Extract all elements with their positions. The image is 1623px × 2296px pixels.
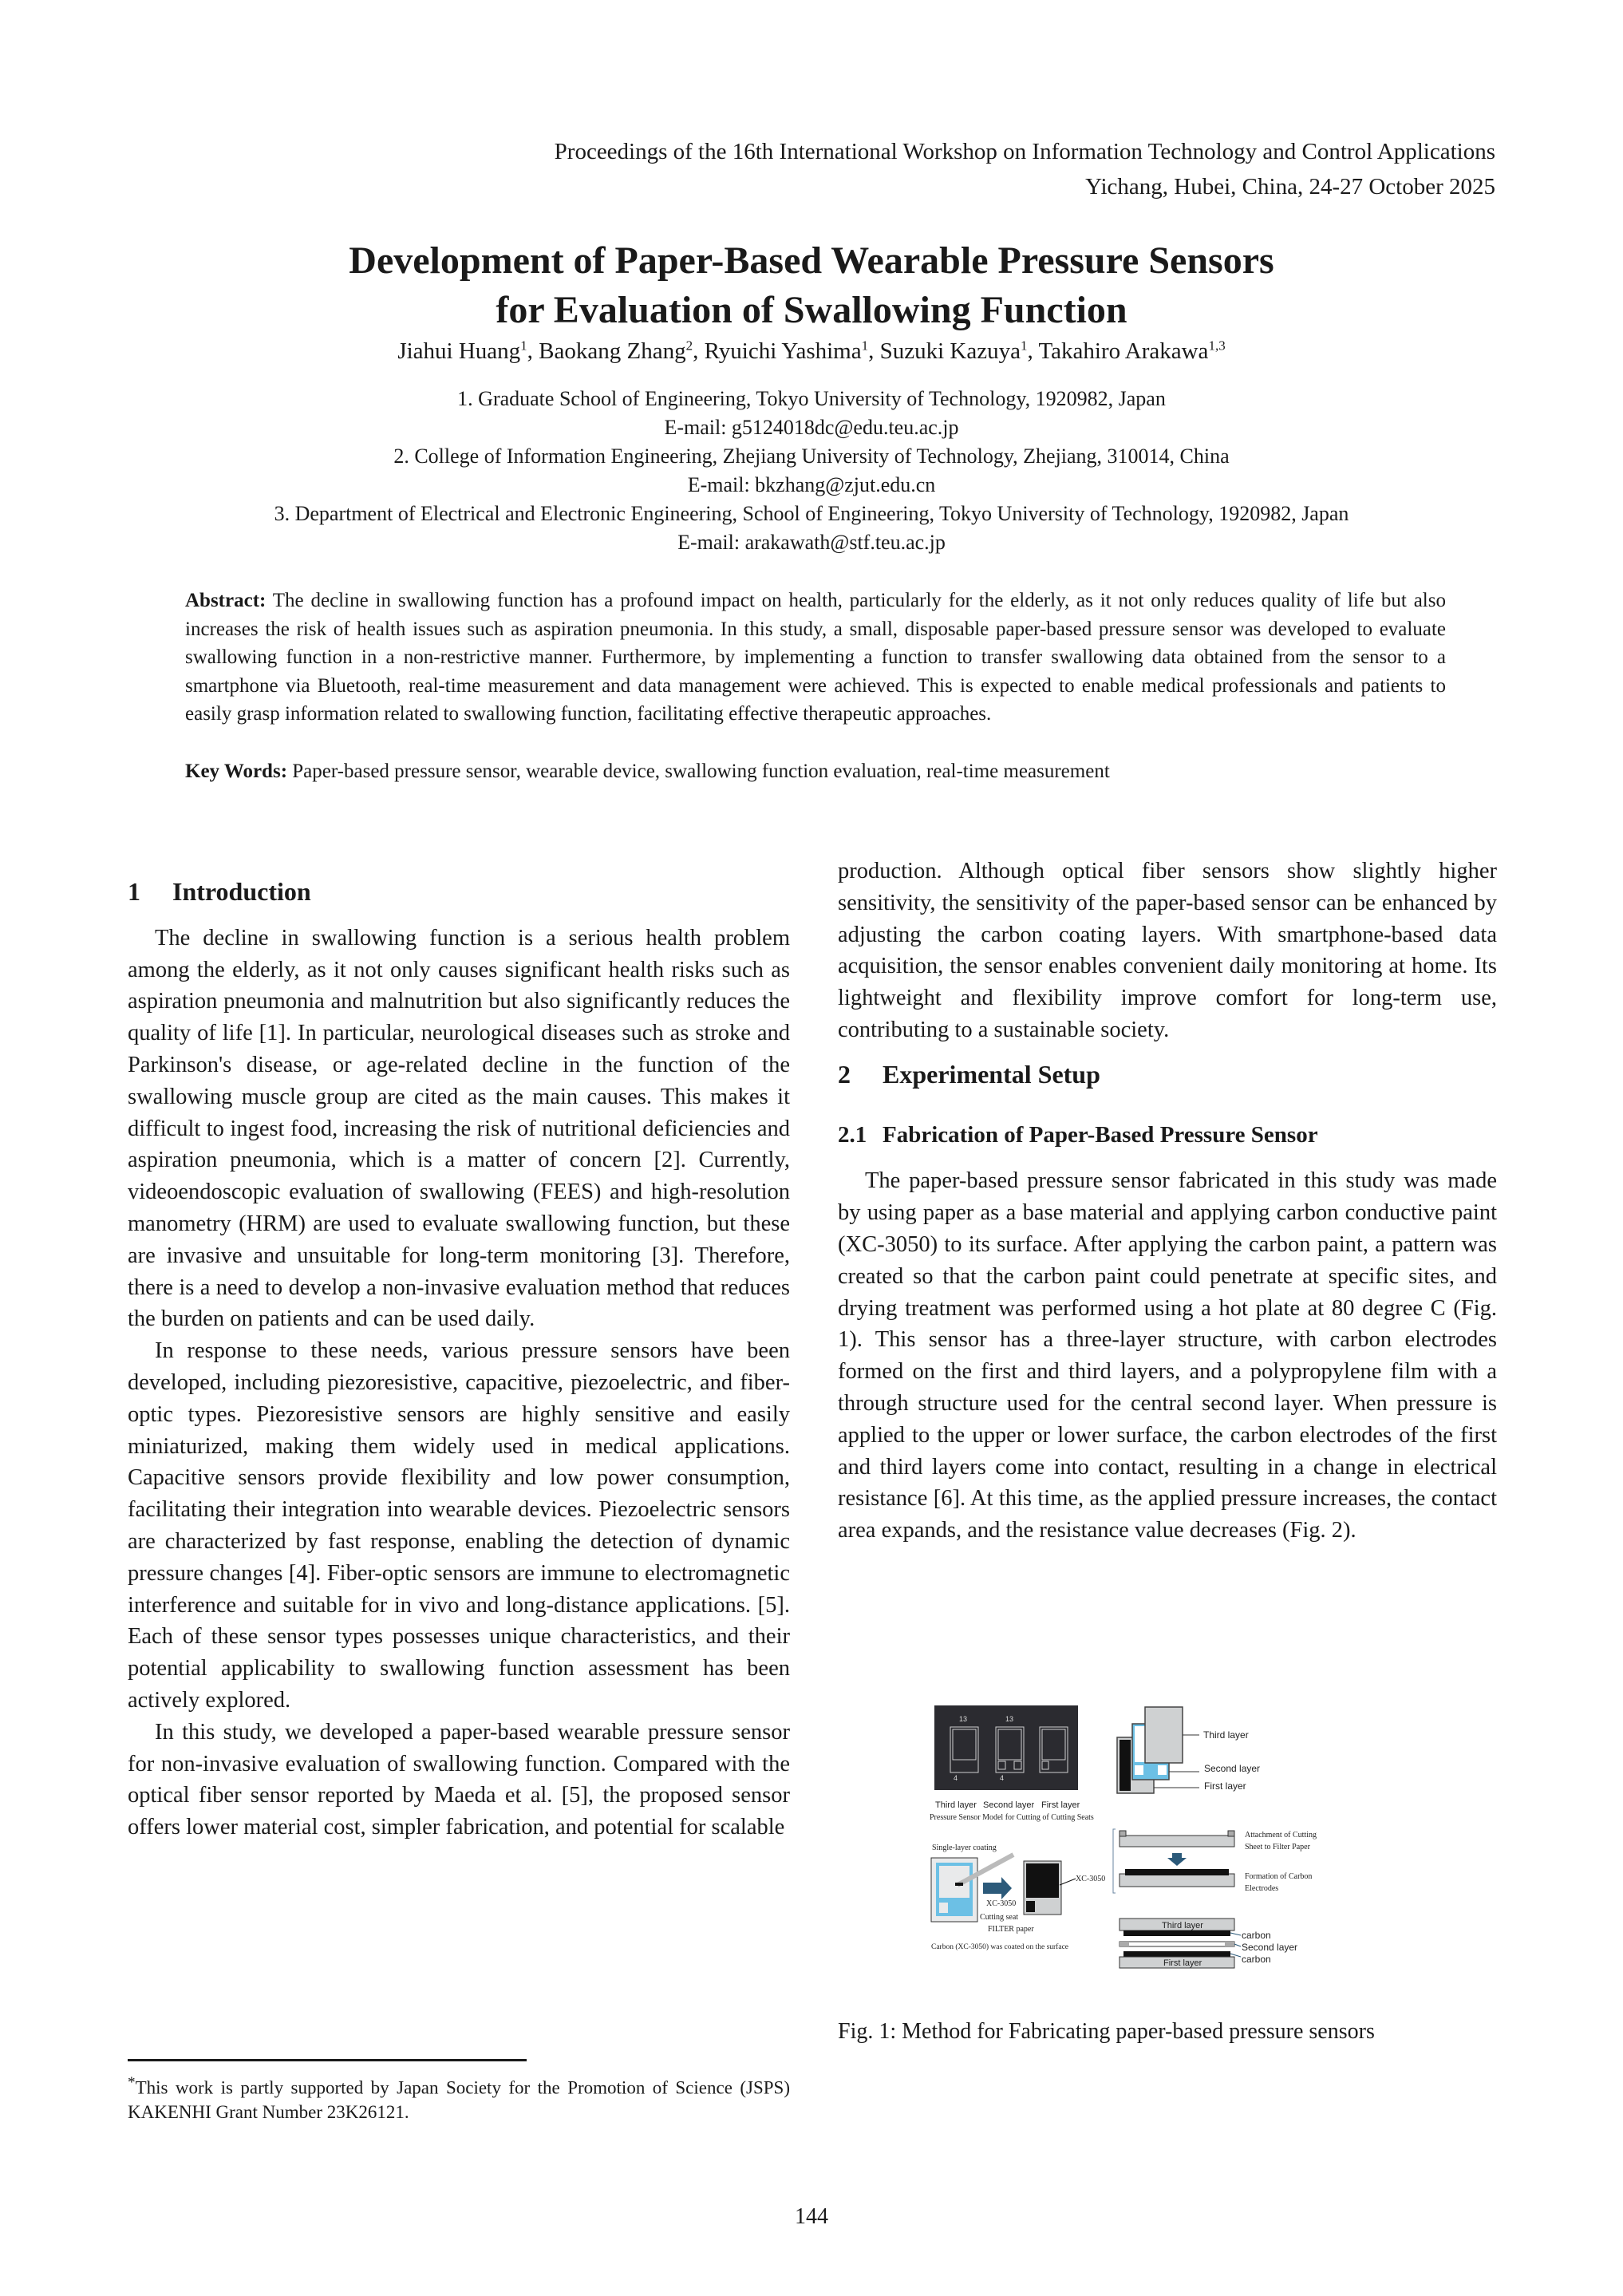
section-heading-experimental-setup: 2 Experimental Setup <box>838 1059 1100 1089</box>
keywords-text: Paper-based pressure sensor, wearable device, swallowing function evaluation, real-time measurement <box>287 761 1110 782</box>
footnote-marker: * <box>128 2074 136 2091</box>
page-number: 144 <box>795 2204 828 2229</box>
svg-text:Cutting seat: Cutting seat <box>980 1913 1019 1922</box>
svg-text:First layer: First layer <box>1163 1958 1202 1968</box>
subsection-heading-fabrication: 2.1 Fabrication of Paper-Based Pressure Sensor <box>838 1121 1318 1148</box>
svg-text:FILTER paper: FILTER paper <box>988 1925 1034 1934</box>
footnote-divider <box>128 2059 527 2061</box>
affiliation: 2. College of Information Engineering, Zhejiang University of Technology, Zhejiang, 310014, China <box>393 445 1230 468</box>
footnote <box>128 2071 790 2124</box>
affiliation-email: E-mail: g5124018dc@edu.teu.ac.jp <box>664 416 959 439</box>
affiliations <box>0 385 1623 557</box>
abstract-label: Abstract: <box>185 590 267 611</box>
paragraph: The paper-based pressure sensor fabricated in this study was made by using paper as a base material and applying carbon conductive paint (XC-3050) to its surface. After applying the carbon paint, a pattern was created so that the carbon paint could penetrate at specific sites, and drying treatment was performed using a hot plate at 80 degree C (Fig. 1). This sensor has a three-layer structure, with carbon electrodes formed on the first and third layers, and a polypropylene film with a through structure used for the central second layer. When pressure is applied to the upper or lower surface, the carbon electrodes of the first and third layers come into contact, resulting in a change in electrical resistance [6]. At this time, as the applied pressure increases, the contact area expands, and the resistance value decreases (Fig. 2). <box>838 1168 1497 1543</box>
author: Baokang Zhang$^2$ <box>539 338 693 364</box>
author: Ryuichi Yashima$^1$ <box>704 338 869 364</box>
svg-text:Third layer: Third layer <box>1162 1921 1203 1930</box>
svg-text:Carbon (XC-3050) was coated on: Carbon (XC-3050) was coated on the surface <box>931 1943 1068 1951</box>
abstract-text: The decline in swallowing function has a profound impact on health, particularly for the elderly, as it not only reduces quality of life but also increases the risk of health issues such as aspiration pneumonia. In this study, a small, disposable paper-based pressure sensor was developed to evaluate swallowing function in a non-restrictive manner. Furthermore, by implementing a function to transfer swallowing data obtained from the sensor to a smartphone via Bluetooth, real-time measurement and data management were achieved. This is expected to enable medical professionals and patients to easily grasp information related to swallowing function, facilitating effective therapeutic approaches. <box>185 590 1446 725</box>
svg-text:carbon: carbon <box>1242 1930 1271 1941</box>
svg-text:Second layer: Second layer <box>1204 1763 1261 1774</box>
footnote-text: This work is partly supported by Japan Society for the Promotion of Science (JSPS) KAKENHI Grant Number 23K26121. <box>128 2077 790 2122</box>
svg-text:Attachment of Cutting: Attachment of Cutting <box>1245 1831 1317 1840</box>
abstract <box>185 587 1446 729</box>
svg-text:4: 4 <box>1000 1774 1005 1782</box>
affiliation-email: E-mail: bkzhang@zjut.edu.cn <box>687 473 936 496</box>
svg-text:Second layer: Second layer <box>1242 1942 1298 1953</box>
paragraph: production. Although optical fiber sensors show slightly higher sensitivity, the sensitivity of the paper-based sensor can be enhanced by adjusting the carbon coating layers. With smartphone-based data acquisition, the sensor enables convenient daily monitoring at home. Its lightweight and flexibility improve comfort for long-term use, contributing to a sustainable society. <box>838 859 1497 1042</box>
paper-title <box>0 236 1623 335</box>
svg-text:4: 4 <box>954 1774 958 1782</box>
svg-text:carbon: carbon <box>1242 1954 1271 1965</box>
paragraph: In response to these needs, various pressure sensors have been developed, including piezoresistive, capacitive, piezoelectric, and fiber-optic types. Piezoresistive sensors are highly sensitive and easily miniaturized, making them widely used in medical applications. Capacitive sensors provide flexibility and low power consumption, facilitating their integration into wearable devices. Piezoelectric sensors are characterized by fast response, enabling the detection of dynamic pressure changes [4]. Fiber-optic sensors are immune to electromagnetic interference and suitable for in vivo and long-distance applications. [5]. Each of these sensor types possesses unique characteristics, and their potential applicability to swallowing function assessment has been actively explored. <box>128 1338 790 1713</box>
svg-text:Sheet to Filter Paper: Sheet to Filter Paper <box>1245 1843 1310 1851</box>
affiliation-email: E-mail: arakawath@stf.teu.ac.jp <box>677 531 946 554</box>
keywords <box>185 761 1446 783</box>
svg-text:XC-3050: XC-3050 <box>1076 1875 1106 1883</box>
figure-1-caption: Fig. 1: Method for Fabricating paper-based pressure sensors <box>838 2019 1375 2044</box>
process-arrow <box>983 1877 1012 1899</box>
svg-text:13: 13 <box>959 1715 968 1723</box>
left-column <box>128 876 790 1844</box>
author-list: Jiahui Huang$^1$, Baokang Zhang$^2$, Ryuichi Yashima$^1$, Suzuki Kazuya$^1$, Takahiro Arakawa$^{1,3}$ <box>397 338 1226 364</box>
affiliation: 1. Graduate School of Engineering, Tokyo University of Technology, 1920982, Japan <box>457 387 1166 410</box>
affiliation: 3. Department of Electrical and Electronic Engineering, School of Engineering, Tokyo University of Technology, 1920982, Japan <box>274 502 1349 525</box>
right-column <box>838 856 1497 1547</box>
svg-text:Third layer: Third layer <box>935 1800 977 1810</box>
author: Suzuki Kazuya$^1$ <box>879 338 1028 364</box>
author: Takahiro Arakawa$^{1,3}$ <box>1038 338 1226 364</box>
svg-text:Second layer: Second layer <box>983 1800 1035 1810</box>
author: Jiahui Huang$^1$ <box>397 338 527 364</box>
title-line-1: Development of Paper-Based Wearable Pressure Sensors <box>349 239 1274 282</box>
proceedings-header <box>555 134 1495 204</box>
svg-text:13: 13 <box>1005 1715 1014 1723</box>
figure-1 <box>926 1701 1444 1981</box>
title-line-2: for Evaluation of Swallowing Function <box>496 289 1127 331</box>
keywords-label: Key Words: <box>185 761 288 782</box>
svg-text:Formation of Carbon: Formation of Carbon <box>1245 1872 1313 1881</box>
proceedings-location-date: Yichang, Hubei, China, 24-27 October 2025 <box>1085 174 1495 200</box>
svg-text:Electrodes: Electrodes <box>1245 1884 1279 1893</box>
svg-text:Single-layer coating: Single-layer coating <box>932 1844 997 1852</box>
proceedings-name: Proceedings of the 16th International Workshop on Information Technology and Control Applications <box>554 139 1495 164</box>
svg-text:First layer: First layer <box>1204 1780 1246 1792</box>
svg-text:XC-3050: XC-3050 <box>986 1899 1017 1908</box>
svg-text:Pressure Sensor Model for Cutt: Pressure Sensor Model for Cutting of Cutting Seats <box>930 1813 1094 1822</box>
paragraph: The decline in swallowing function is a serious health problem among the elderly, as it not only causes significant health risks such as aspiration pneumonia and malnutrition but also significantly reduces the quality of life [1]. In particular, neurological diseases such as stroke and Parkinson's disease, or age-related decline in the function of the swallowing muscle group are cited as the main causes. This makes it difficult to ingest food, increasing the risk of nutritional deficiencies and aspiration pneumonia, which is a matter of concern [2]. Currently, videoendoscopic evaluation of swallowing (FEES) and high-resolution manometry (HRM) are used to evaluate swallowing function, but these are invasive and unsuitable for long-term monitoring [3]. Therefore, there is a need to develop a non-invasive evaluation method that reduces the burden on patients and can be used daily. <box>128 925 790 1332</box>
svg-text:First layer: First layer <box>1041 1800 1080 1810</box>
section-heading-introduction: 1 Introduction <box>128 877 311 906</box>
paragraph: In this study, we developed a paper-based wearable pressure sensor for non-invasive evaluation of swallowing function. Compared with the optical fiber sensor reported by Maeda et al. [5], the proposed sensor offers lower material cost, simpler fabrication, and potential for scalable <box>128 1719 790 1840</box>
svg-text:Third layer: Third layer <box>1203 1729 1249 1741</box>
